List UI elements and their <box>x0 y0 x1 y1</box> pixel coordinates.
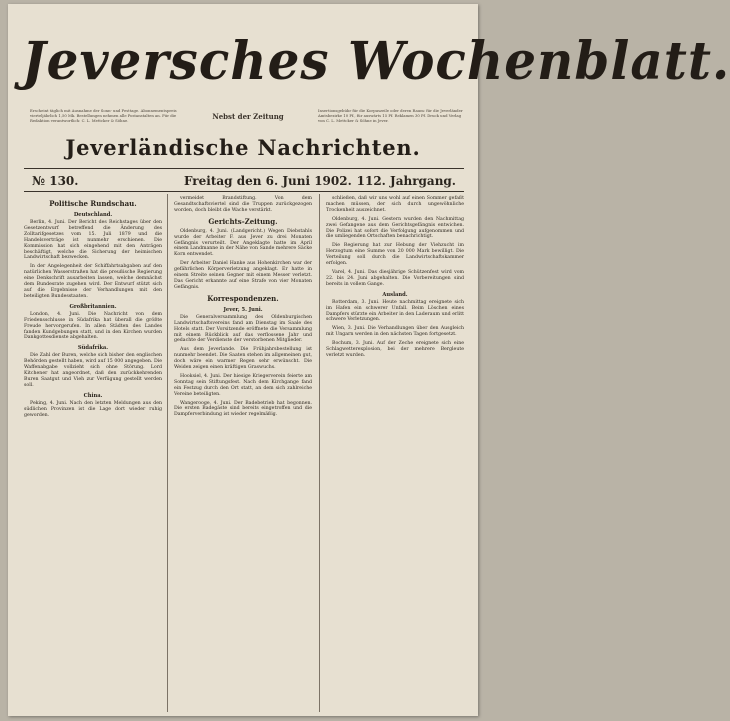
article-paragraph: Hooksiel, 4. Juni. Der hiesige Kriegerverein feierte am Sonntag sein Stiftungsfest. Nach dem Kirchgange fand ein Festzug durch den Ort statt, an dem sich zahlreiche Vereine beteiligten. <box>174 373 312 397</box>
article-paragraph: Die Regierung hat zur Hebung der Viehzucht im Herzogtum eine Summe von 20 000 Mark bewilligt. Die Verteilung soll durch die Landwirtschaftskammer erfolgen. <box>326 243 464 267</box>
dateline: Jever, 5. Juni. <box>223 306 263 313</box>
article-paragraph: Berlin, 4. Juni. Der Bericht des Reichstages über den Gesetzentwurf betreffend die Änderung des Zolltarifgesetzes vom 15. Juli 1879 und die Handelsverträge ist nunmehr erschienen. Die Kommission hat sich eingehend mit den Anträgen beschäftigt, welche die Sicherung der heimischen Landwirtschaft bezwecken. <box>24 220 162 261</box>
article-paragraph: Die Generalversammlung des Oldenburgischen Landwirtschaftsvereins fand am Dienstag im Saale des Hotels statt. Der Vorsitzende eröffnete die Versammlung mit einem Rückblick auf das verflossene Jahr und gedachte der Verdienste der verstorbenen Mitglieder. <box>174 314 312 344</box>
article-paragraph: Oldenburg, 4. Juni. Gestern wurden den Nachmittag zwei Gefangene aus dem Gerichtsgefängnis entwichen. Die Polizei hat sofort die Verfolgung aufgenommen und die umliegenden Ortschaften benachrichtigt. <box>326 216 464 240</box>
subsection-heading: Deutschland. <box>73 212 113 218</box>
article-paragraph: vermeidet Brandstiftung. Von dem Gesandtschaftsviertel sind die Truppen zurückgezogen worden, doch bleibt die Wache verstärkt. <box>174 196 312 213</box>
article-paragraph: Die Zahl der Buren, welche sich bisher den englischen Behörden gestellt haben, wird auf 15 000 angegeben. Die Waffenabgabe vollzieht sich ohne Störung. Lord Kitchener hat angeordnet, daß den zurückkehrenden Buren Saatgut und Vieh zur Verfügung gestellt werden soll. <box>24 353 162 388</box>
article-paragraph: Wien, 3. Juni. Die Verhandlungen über den Ausgleich mit Ungarn werden in den nächsten Tagen fortgesetzt. <box>326 326 464 338</box>
article-paragraph: Wangerooge, 4. Juni. Der Badebetrieb hat begonnen. Die ersten Badegäste sind bereits eingetroffen und die Dampferverbindung ist wieder regelmäßig. <box>174 400 312 418</box>
left-notice: Erscheint täglich mit Ausnahme der Sonn- und Festtage. Abonnementspreis vierteljährlich 1,50 Mk. Bestellungen nehmen alle Postanstalten an. Für die Redaktion verantwortlich: C. L. Mettcker & Söhne. <box>30 108 177 123</box>
subtitle-center: Nebst der Zeitung <box>212 112 284 121</box>
article-paragraph: Varel, 4. Juni. Das diesjährige Schützenfest wird vom 22. bis 24. Juni abgehalten. Die Vorbereitungen sind bereits in vollem Gange. <box>326 269 464 287</box>
article-paragraph: Bochum, 3. Juni. Auf der Zeche ereignete sich eine Schlagwetterexplosion, bei der mehrere Bergleute verletzt wurden. <box>326 341 464 358</box>
article-paragraph: Rotterdam, 3. Juni. Heute nachmittag ereignete sich im Hafen ein schwerer Unfall. Beim Löschen eines Dampfers stürzte ein Arbeiter in den Laderaum und erlitt schwere Verletzungen. <box>326 299 464 323</box>
issue-number: № 130. <box>32 174 79 188</box>
section-heading: Korrespondenzen. <box>207 293 279 303</box>
column-2 <box>174 196 312 711</box>
article-paragraph: Peking, 4. Juni. Nach den letzten Meldungen aus den südlichen Provinzen ist die Lage dort wieder ruhig geworden. <box>24 400 162 418</box>
issue-date: Freitag den 6. Juni 1902. <box>184 174 352 188</box>
section-heading: Politische Rundschau. <box>49 199 137 208</box>
subsection-heading: China. <box>83 392 103 399</box>
newspaper-page <box>8 4 730 716</box>
subsection-heading: Großbritannien. <box>69 303 117 310</box>
article-paragraph: London, 4. Juni. Die Nachricht von dem Friedensschlusse in Südafrika hat überall die größte Freude hervorgerufen. In allen Städten des Landes fanden Kundgebungen statt, und in den Kirchen wurden Dankgottesdienste abgehalten. <box>24 311 162 341</box>
article-paragraph: Oldenburg, 4. Juni. (Landgericht.) Wegen Diebstahls wurde der Arbeiter F. aus Jever zu drei Monaten Gefängnis verurteilt. Der Angeklagte hatte im April einem Landmanne in der Nähe von Sande mehrere Säcke Korn entwendet. <box>174 228 312 258</box>
column-3 <box>326 196 464 711</box>
article-paragraph: In der Angelegenheit der Schiffahrtsabgaben auf den natürlichen Wasserstraßen hat die preußische Regierung eine Denkschrift ausarbeiten lassen, welche demnächst dem Bundesrate zugehen wird. Der Entwurf stützt sich auf die Ergebnisse der Verhandlungen mit den beteiligten Bundesstaaten. <box>24 264 162 299</box>
article-paragraph: Aus dem Jeverlande. Die Frühjahrsbestellung ist nunmehr beendet. Die Saaten stehen im allgemeinen gut, doch wäre ein warmer Regen sehr erwünscht. Die Weiden zeigen einen kräftigen Graswuchs. <box>174 347 312 371</box>
article-paragraph: schließen, daß wir uns wohl auf einen Sommer gefaßt machen müssen, der sich durch ungewöhnliche Trockenheit auszeichnet. <box>326 196 464 213</box>
article-paragraph: Der Arbeiter Daniel Hanke aus Hohenkirchen war der gefährlichen Körperverletzung angeklagt. Er hatte in einem Streite seinen Gegner mit einem Messer verletzt. Das Gericht erkannte auf eine Strafe von vier Monaten Gefängnis. <box>174 261 312 290</box>
top-rule <box>24 168 464 169</box>
second-title: Jeverländische Nachrichten. <box>65 135 421 160</box>
column-divider <box>319 194 320 712</box>
bottom-rule <box>24 191 464 192</box>
masthead-title: Jeversches Wochenblatt. <box>22 29 730 92</box>
column-1 <box>24 196 162 711</box>
subsection-heading: Ausland. <box>382 291 408 298</box>
issue-row <box>24 173 464 189</box>
section-heading: Gerichts-Zeitung. <box>208 216 278 226</box>
subsection-heading: Südafrika. <box>77 345 109 352</box>
column-divider <box>167 194 168 712</box>
issue-year: 112. Jahrgang. <box>356 174 456 188</box>
right-notice: Insertionsgebühr für die Korpuszeile oder deren Raum: für die Jeverländer Amtsbezirke 10 Pf., für auswärts 15 Pf. Reklamen 30 Pf. Druck und Verlag von C. L. Mettcker & Söhne in Jever. <box>318 108 463 123</box>
